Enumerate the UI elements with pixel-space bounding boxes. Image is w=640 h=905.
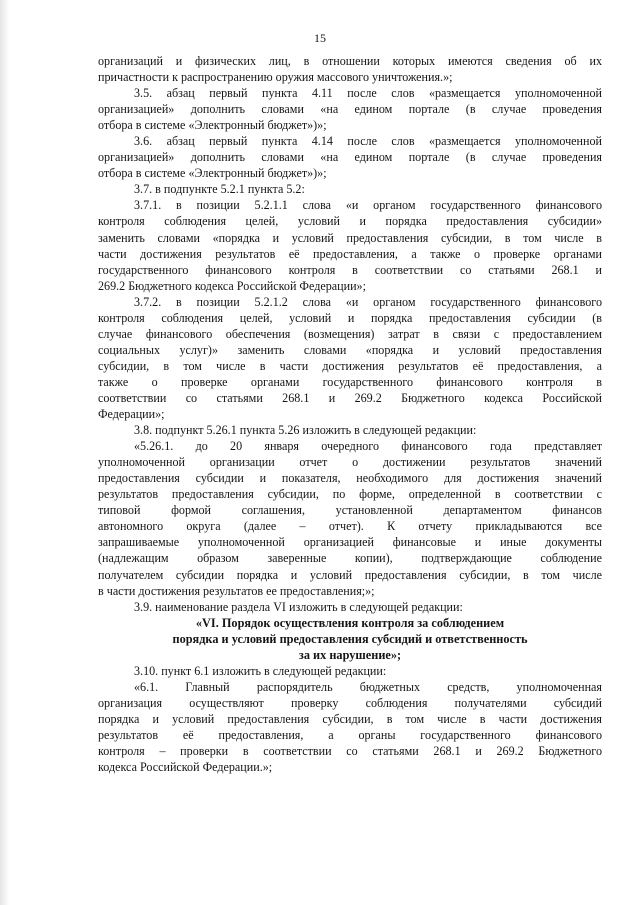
document-text-line: «6.1. Главный распорядитель бюджетных средств, уполномоченная	[134, 679, 602, 694]
document-text-line: Федерации»;	[98, 407, 165, 422]
document-body	[98, 53, 602, 775]
document-text-line: результатов её предоставления, а органы государственного финансового	[98, 727, 602, 742]
document-text-line: 3.10. пункт 6.1 изложить в следующей редакции:	[134, 663, 387, 678]
document-text-line: части достижения результатов её предоставления, а также о проверке органами	[98, 246, 602, 261]
document-text-line: причастности к распространению оружия массового уничтожения.»;	[98, 70, 453, 85]
document-text-line: случае финансового обеспечения (возмещения) затрат в связи с предоставлением	[98, 326, 602, 341]
document-text-line: социальных услуг)» заменить словами «порядка и условий предоставления	[98, 342, 602, 357]
document-text-line: кодекса Российской Федерации.»;	[98, 760, 273, 775]
document-text-line: государственного финансового контроля в соответствии со статьями 268.1 и	[98, 262, 602, 277]
document-text-line: контроля – проверки в соответствии со статьями 268.1 и 269.2 Бюджетного	[98, 744, 602, 759]
document-text-line: порядка и условий предоставления субсидии, в том числе в части достижения	[98, 711, 602, 726]
document-text-line: организацией» дополнить словами «на едином портале (в случае проведения	[98, 150, 602, 165]
section-heading-line: за их нарушение»;	[298, 647, 402, 662]
document-text-line: субсидии, в том числе в части достижения результатов её предоставления, а	[98, 358, 602, 373]
document-text-line: 269.2 Бюджетного кодекса Российской Федерации»;	[98, 278, 366, 293]
document-text-line: предоставления субсидии и показателя, необходимого для достижения значений	[98, 471, 602, 486]
document-text-line: организация осуществляют проверку соблюдения получателями субсидий	[98, 695, 602, 710]
document-text-line: 3.7. в подпункте 5.2.1 пункта 5.2:	[134, 182, 305, 197]
document-text-line: 3.5. абзац первый пункта 4.11 после слов «размещается уполномоченной	[134, 86, 602, 101]
document-text-line: получателем субсидии порядка и условий предоставления субсидии, в том числе	[98, 567, 602, 582]
scan-edge-shadow	[0, 0, 10, 905]
document-text-line: в части достижения результатов ее предоставления;»;	[98, 583, 375, 598]
document-text-line: организаций и физических лиц, в отношении которых имеются сведения об их	[98, 54, 602, 68]
document-text-line: заменить словами «порядка и условий предоставления субсидии, в том числе в	[98, 230, 602, 245]
section-heading-line: порядка и условий предоставления субсидий и ответственность	[172, 631, 528, 646]
section-heading-line: «VI. Порядок осуществления контроля за соблюдением	[195, 615, 505, 630]
document-text-line: (надлежащим образом заверенные копии), подтверждающие соблюдение	[98, 551, 602, 566]
document-text-line: организацией» дополнить словами «на едином портале (в случае проведения	[98, 102, 602, 117]
document-text-line: также о проверке органами государственного финансового контроля в	[98, 374, 602, 389]
document-text-line: типовой формой соглашения, установленной департаментом финансов	[98, 503, 602, 518]
document-text-line: результатов предоставления субсидии, по форме, определенной в соответствии с	[98, 487, 602, 502]
document-text-line: «5.26.1. до 20 января очередного финансового года представляет	[134, 439, 602, 454]
document-text-line: 3.7.2. в позиции 5.2.1.2 слова «и органом государственного финансового	[134, 294, 602, 309]
document-text-line: запрашиваемые уполномоченной организацией финансовые и иные документы	[98, 535, 602, 550]
document-text-line: отбора в системе «Электронный бюджет»)»;	[98, 118, 327, 133]
document-text-line: автономного округа (далее – отчет). К отчету прикладываются все	[98, 519, 602, 534]
document-text-line: 3.7.1. в позиции 5.2.1.1 слова «и органом государственного финансового	[134, 198, 602, 213]
page-number: 15	[314, 31, 326, 45]
document-text-line: 3.9. наименование раздела VI изложить в следующей редакции:	[134, 599, 463, 614]
document-text-line: уполномоченной организации отчет о достижении результатов значений	[98, 455, 602, 470]
document-text-line: отбора в системе «Электронный бюджет»)»;	[98, 166, 327, 181]
document-text-line: 3.8. подпункт 5.26.1 пункта 5.26 изложить в следующей редакции:	[134, 423, 477, 438]
document-text-line: контроля соблюдения целей, условий и порядка предоставления субсидии (в	[98, 310, 602, 325]
document-text-line: соответствии со статьями 268.1 и 269.2 Бюджетного кодекса Российской	[98, 390, 602, 405]
document-text-line: 3.6. абзац первый пункта 4.14 после слов «размещается уполномоченной	[134, 134, 602, 149]
document-text-line: контроля соблюдения целей, условий и порядка предоставления субсидии»	[98, 214, 602, 229]
